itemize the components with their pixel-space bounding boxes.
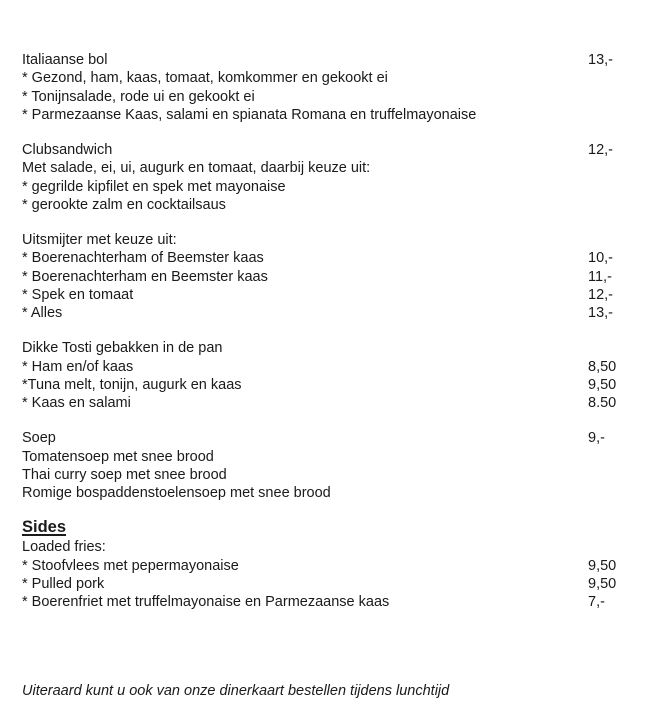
menu-line — [22, 159, 631, 177]
menu-line-price: 9,50 — [588, 575, 617, 592]
menu-line-text: * Boerenachterham en Beemster kaas — [22, 268, 268, 285]
menu-line — [22, 231, 631, 249]
menu-line — [22, 358, 631, 376]
menu-section-dikke-tosti — [22, 339, 631, 412]
menu-line-text: Soep — [22, 430, 56, 447]
menu-line-price: 12,- — [588, 286, 613, 303]
menu-section-uitsmijter — [22, 231, 631, 322]
menu-line — [22, 538, 631, 556]
menu-line-price: 11,- — [588, 268, 612, 285]
menu-line-text: * Boerenfriet met truffelmayonaise en Parmezaanse kaas — [22, 594, 390, 610]
menu-line-text: Dikke Tosti gebakken in de pan — [22, 340, 223, 357]
menu-line-price: 9,- — [588, 430, 605, 447]
footer-note: Uiteraard kunt u ook van onze dinerkaart bestellen tijdens lunchtijd — [22, 683, 450, 700]
menu-line-text: * Boerenachterham of Beemster kaas — [22, 250, 264, 267]
menu-line — [22, 69, 631, 87]
menu-line — [22, 376, 631, 394]
menu-line — [22, 394, 631, 412]
menu-line — [22, 304, 631, 322]
menu-line-price: 12,- — [588, 142, 613, 158]
menu-line-text: * Spek en tomaat — [22, 286, 134, 303]
menu-line — [22, 178, 631, 196]
menu-line — [22, 286, 631, 304]
menu-line-price: 8.50 — [588, 395, 617, 411]
menu-line-text: * Parmezaanse Kaas, salami en spianata Romana en truffelmayonaise — [22, 106, 477, 123]
menu-line-price: 13,- — [588, 305, 613, 321]
menu-line-price: 9,50 — [588, 376, 617, 393]
menu-line-price: 13,- — [588, 52, 613, 68]
menu-line-text: Italiaanse bol — [22, 52, 108, 68]
menu-line — [22, 51, 631, 69]
menu-line-price: 7,- — [588, 594, 605, 610]
menu-line — [22, 106, 631, 124]
menu-line-text: * Tonijnsalade, rode ui en gekookt ei — [22, 88, 255, 105]
menu-line-text: Loaded fries: — [22, 539, 106, 556]
menu-line — [22, 575, 631, 593]
menu-line-text: Clubsandwich — [22, 142, 113, 158]
menu-line — [22, 268, 631, 286]
menu-line — [22, 448, 631, 466]
menu-line-text: Thai curry soep met snee brood — [22, 466, 227, 483]
menu-section-italiaanse-bol — [22, 51, 631, 124]
menu-line — [22, 141, 631, 159]
menu-line-text: * Kaas en salami — [22, 395, 131, 411]
menu-line-price: 9,50 — [588, 557, 617, 574]
menu-line-text: * Stoofvlees met pepermayonaise — [22, 557, 239, 574]
menu-line-price: 8,50 — [588, 358, 617, 375]
menu-line-text: Romige bospaddenstoelensoep met snee brood — [22, 485, 331, 501]
menu-line — [22, 249, 631, 267]
menu-line-price: 10,- — [588, 250, 613, 267]
menu-line-text: Tomatensoep met snee brood — [22, 448, 214, 465]
menu-line — [22, 593, 631, 611]
menu-line-text: Uitsmijter met keuze uit: — [22, 232, 177, 248]
section-heading: Sides — [22, 518, 67, 537]
menu-line — [22, 484, 631, 502]
menu-section-sides — [22, 517, 631, 611]
menu-line-text: * Pulled pork — [22, 575, 105, 592]
menu-line — [22, 429, 631, 447]
menu-line-text: * Gezond, ham, kaas, tomaat, komkommer en gekookt ei — [22, 70, 388, 87]
menu-section-soep — [22, 429, 631, 502]
menu-line-text: * gegrilde kipfilet en spek met mayonaise — [22, 178, 286, 195]
menu-sections — [22, 51, 631, 611]
menu-line — [22, 466, 631, 484]
menu-line — [22, 88, 631, 106]
menu-line-text: * gerookte zalm en cocktailsaus — [22, 196, 226, 213]
menu-line-text: Met salade, ei, ui, augurk en tomaat, daarbij keuze uit: — [22, 160, 371, 177]
menu-line-text: * Alles — [22, 305, 63, 321]
menu-line — [22, 196, 631, 214]
menu-line — [22, 339, 631, 357]
menu-line — [22, 557, 631, 575]
menu-section-clubsandwich — [22, 141, 631, 214]
menu-line-text: *Tuna melt, tonijn, augurk en kaas — [22, 376, 242, 393]
menu-line-text: * Ham en/of kaas — [22, 358, 134, 375]
